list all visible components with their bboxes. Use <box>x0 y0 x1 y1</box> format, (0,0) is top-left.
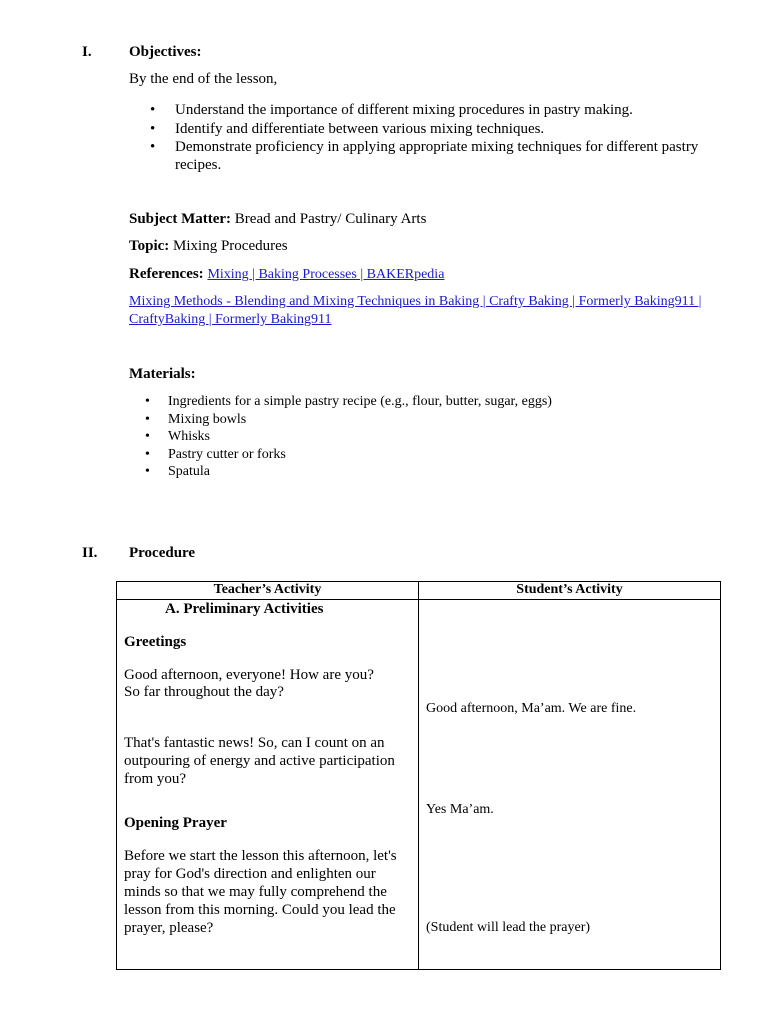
procedure-heading: Procedure <box>129 545 196 561</box>
reference-link-line[interactable]: Mixing Methods - Blending and Mixing Techniques in Baking | Crafty Baking | Formerly Baking911 | <box>129 294 702 309</box>
opening-prayer-label: Opening Prayer <box>124 815 227 831</box>
material-item: • Whisks <box>129 428 552 446</box>
procedure-table <box>116 581 721 970</box>
student-line: Good afternoon, Ma’am. We are fine. <box>426 701 637 716</box>
student-activity-header: Student’s Activity <box>419 582 721 600</box>
references-label: References: <box>129 266 204 282</box>
greetings-label: Greetings <box>124 634 187 650</box>
topic-value: Mixing Procedures <box>173 238 288 254</box>
materials-list <box>129 393 552 481</box>
subject-matter <box>129 211 426 228</box>
references <box>129 266 444 283</box>
teacher-line: Good afternoon, everyone! How are you? <box>124 667 374 683</box>
reference-link-crafty-baking[interactable] <box>129 293 701 329</box>
objectives-intro: By the end of the lesson, <box>129 71 278 87</box>
material-item: • Ingredients for a simple pastry recipe (e.g., flour, butter, sugar, eggs) <box>129 393 552 411</box>
student-line: (Student will lead the prayer) <box>426 920 591 935</box>
reference-link-line[interactable]: CraftyBaking | Formerly Baking911 <box>129 312 332 327</box>
objective-item: • Identify and differentiate between various mixing techniques. <box>129 120 698 139</box>
student-activity-cell <box>419 600 721 970</box>
prayer-line: lesson from this morning. Could you lead the <box>124 902 396 918</box>
teacher-line: from you? <box>124 771 187 787</box>
preliminary-activities-heading: A. Preliminary Activities <box>165 601 324 617</box>
objectives-list <box>129 101 698 157</box>
teacher-line: outpouring of energy and active participation <box>124 753 395 769</box>
prayer-line: prayer, please? <box>124 920 214 936</box>
material-item: • Pastry cutter or forks <box>129 446 552 464</box>
objective-item: • Demonstrate proficiency in applying appropriate mixing techniques for different pastry <box>129 138 698 157</box>
table-header-row <box>117 582 721 600</box>
material-item: • Spatula <box>129 463 552 481</box>
topic <box>129 238 288 255</box>
reference-link-bakerpedia[interactable]: Mixing | Baking Processes | BAKERpedia <box>207 267 445 282</box>
objective-continuation: recipes. <box>175 157 222 173</box>
teacher-activity-cell <box>117 600 419 970</box>
subject-label: Subject Matter: <box>129 211 232 227</box>
subject-value: Bread and Pastry/ Culinary Arts <box>234 211 427 227</box>
topic-label: Topic: <box>129 238 170 254</box>
teacher-activity-header: Teacher’s Activity <box>117 582 419 600</box>
objectives-heading: Objectives: <box>129 44 202 60</box>
material-item: • Mixing bowls <box>129 411 552 429</box>
prayer-line: minds so that we may fully comprehend the <box>124 884 387 900</box>
table-row <box>117 600 721 970</box>
prayer-line: Before we start the lesson this afternoon, let's <box>124 848 397 864</box>
student-line: Yes Ma’am. <box>426 802 494 817</box>
section-1-numeral: I. <box>82 44 92 60</box>
section-2-numeral: II. <box>82 545 98 561</box>
teacher-line: So far throughout the day? <box>124 684 284 700</box>
objective-item: • Understand the importance of different mixing procedures in pastry making. <box>129 101 698 120</box>
materials-heading: Materials: <box>129 366 196 382</box>
prayer-line: pray for God's direction and enlighten our <box>124 866 376 882</box>
teacher-line: That's fantastic news! So, can I count on an <box>124 735 385 751</box>
